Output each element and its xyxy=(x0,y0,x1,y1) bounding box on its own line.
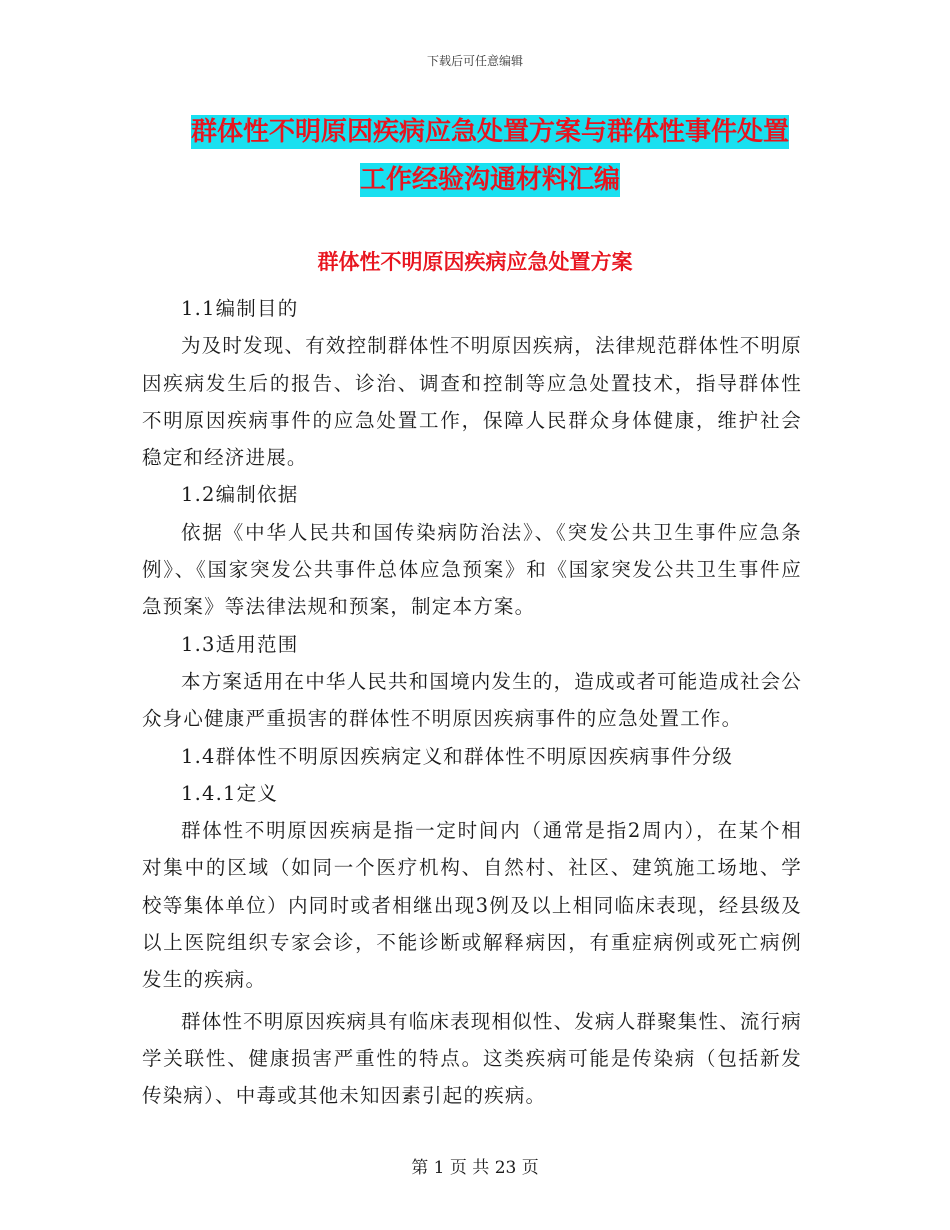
paragraph: 依据《中华人民共和国传染病防治法》、《突发公共卫生事件应急条例》、《国家突发公共事件总体应急预案》和《国家突发公共卫生事件应急预案》等法律法规和预案，制定本方案。 xyxy=(142,520,802,619)
heading-1-3: 1.3适用范围 xyxy=(181,632,299,656)
title-line-1: 群体性不明原因疾病应急处置方案与群体性事件处置 xyxy=(190,117,789,147)
document-title xyxy=(140,108,840,204)
header-note: 下载后可任意编辑 xyxy=(426,54,523,68)
document-body xyxy=(142,290,802,1115)
paragraph: 本方案适用在中华人民共和国境内发生的，造成或者可能造成社会公众身心健康严重损害的群体性不明原因疾病事件的应急处置工作。 xyxy=(142,669,803,731)
paragraph: 为及时发现、有效控制群体性不明原因疾病，法律规范群体性不明原因疾病发生后的报告、诊治、调查和控制等应急处置技术，指导群体性不明原因疾病事件的应急处置工作，保障人民群众身体健康，维护社会稳定和经济进展。 xyxy=(142,334,803,470)
heading-1-4-1: 1.4.1定义 xyxy=(181,781,279,805)
heading-1-2: 1.2编制依据 xyxy=(181,483,299,507)
section-title: 群体性不明原因疾病应急处置方案 xyxy=(317,250,633,274)
heading-1-1: 1.1编制目的 xyxy=(181,297,299,320)
heading-1-4: 1.4群体性不明原因疾病定义和群体性不明原因疾病事件分级 xyxy=(181,744,734,768)
paragraph: 群体性不明原因疾病具有临床表现相似性、发病人群聚集性、流行病学关联性、健康损害严重性的特点。这类疾病可能是传染病（包括新发传染病）、中毒或其他未知因素引起的疾病。 xyxy=(142,1009,803,1108)
paragraph: 群体性不明原因疾病是指一定时间内（通常是指2周内），在某个相对集中的区域（如同一个医疗机构、自然村、社区、建筑施工场地、学校等集体单位）内同时或者相继出现3例及以上相同临床表现，经县级及以上医院组织专家会诊，不能诊断或解释病因，有重症病例或死亡病例发生的疾病。 xyxy=(142,819,802,992)
title-line-2: 工作经验沟通材料汇编 xyxy=(359,165,620,195)
page-footer: 第 1 页 共 23 页 xyxy=(411,1158,539,1178)
